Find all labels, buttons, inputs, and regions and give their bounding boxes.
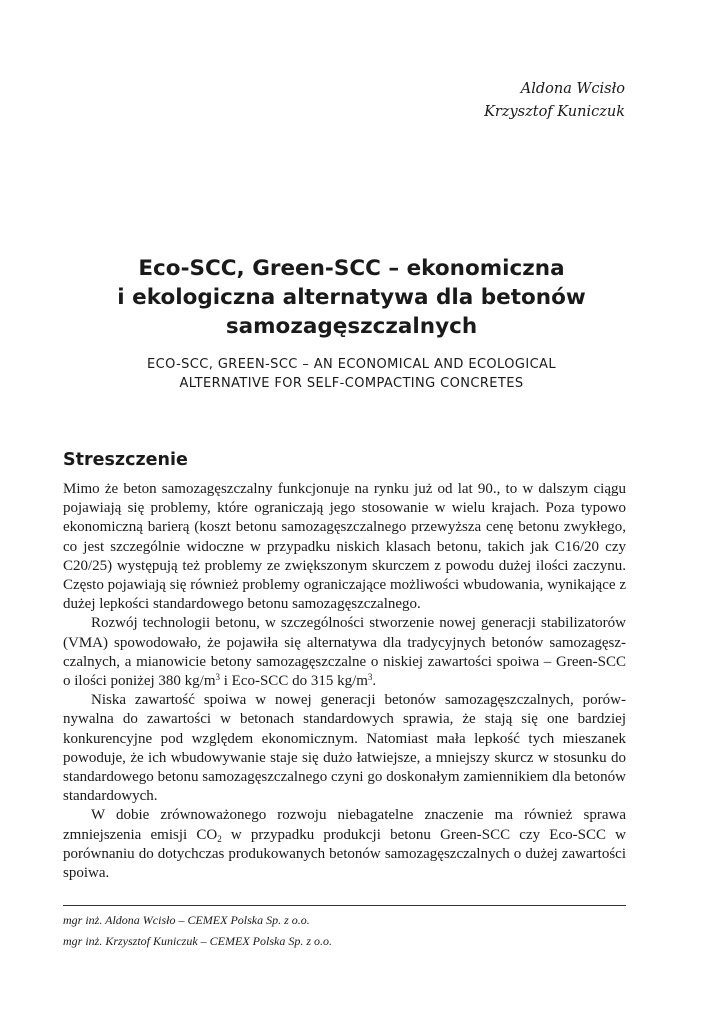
subscript: 2 (217, 833, 222, 844)
abstract-paragraph: Mimo że beton samozagęszczalny funkcjonuje na rynku już od lat 90., to w dalszym ciągu pojawiają się problemy, które ograniczają jego stosowanie w wielu krajach. Poza typowo ekonomiczną barierą (koszt betonu samozagęszczalnego przewyższa cenę betonu zwykłego, co jest szczególnie widoczne w przypadku niskich klasach betonu, takich jak C16/20 czy C20/25) występują też problemy ze zwiększonym skurczem z powodu dużej ilości zaczynu. Często pojawiają się również problemy ograniczające możliwości wbudowania, wynikające z dużej lepkości standardowego betonu samozagęszczalnego. (63, 481, 626, 613)
abstract-body (63, 480, 626, 883)
title-line: Eco-SCC, Green-SCC – ekonomiczna (138, 256, 565, 281)
section-heading: Streszczenie (63, 450, 188, 470)
footnote: mgr inż. Aldona Wcisło – CEMEX Polska Sp. z o.o. (63, 913, 310, 927)
paragraph-text: w przypadku produkcji betonu Green-SCC czy Eco-SCC w porównaniu do dotychczas produkowanych betonów samozagęszczalnych o dużej zawartości spoiwa. (63, 826, 626, 882)
title-line: ECO-SCC, GREEN-SCC – AN ECONOMICAL AND ECOLOGICAL (146, 357, 556, 372)
footnote: mgr inż. Krzysztof Kuniczuk – CEMEX Polska Sp. z o.o. (63, 934, 332, 948)
author-name: Krzysztof Kuniczuk (484, 104, 625, 120)
title-line: ALTERNATIVE FOR SELF-COMPACTING CONCRETES (179, 376, 524, 391)
paragraph-text: Rozwój technologii betonu, w szczególności stworzenie nowej generacji stabilizatorów (VMA) spowodowało, że pojawiła się alternatywa dla tradycyjnych betonów samozagęszczalnych, a mianowicie betony samozagęszczalne o niskiej zawartości spoiwa – Green-SCC o ilości poniżej 380 kg/m (63, 615, 626, 690)
abstract-paragraph (63, 614, 626, 691)
paragraph-text: W dobie zrównoważonego rozwoju niebagatelne znaczenie ma również sprawa zmniejszenia emisji CO (63, 807, 626, 843)
abstract-paragraph: Niska zawartość spoiwa w nowej generacji betonów samozagęszczalnych, porównywalna do zawartości w betonach standardowych sprawia, że stają się one bardziej konkurencyjne pod względem ekonomicznym. Natomiast mała lepkość tych mieszanek powoduje, że ich wbudowywanie staje się dużo łatwiejsze, a mniejszy skurcz w stosunku do standardowego betonu samozagęszczalnego czyni go doskonałym zamiennikiem dla betonów standardowych. (63, 692, 626, 805)
title-line: i ekologiczna alternatywa dla betonów (117, 285, 586, 310)
author-name: Aldona Wcisło (520, 81, 625, 97)
title-english (70, 355, 633, 393)
title-polish (70, 254, 633, 341)
superscript: 3 (215, 672, 220, 683)
footnote-divider (63, 905, 626, 906)
paragraph-text: i Eco-SCC do 315 kg/m (219, 673, 368, 690)
superscript: 3 (367, 672, 373, 683)
title-line: samozagęszczalnych (225, 314, 478, 339)
paragraph-text: . (372, 673, 377, 690)
abstract-paragraph (63, 806, 626, 883)
footnotes (63, 910, 332, 952)
author-list (484, 78, 625, 124)
